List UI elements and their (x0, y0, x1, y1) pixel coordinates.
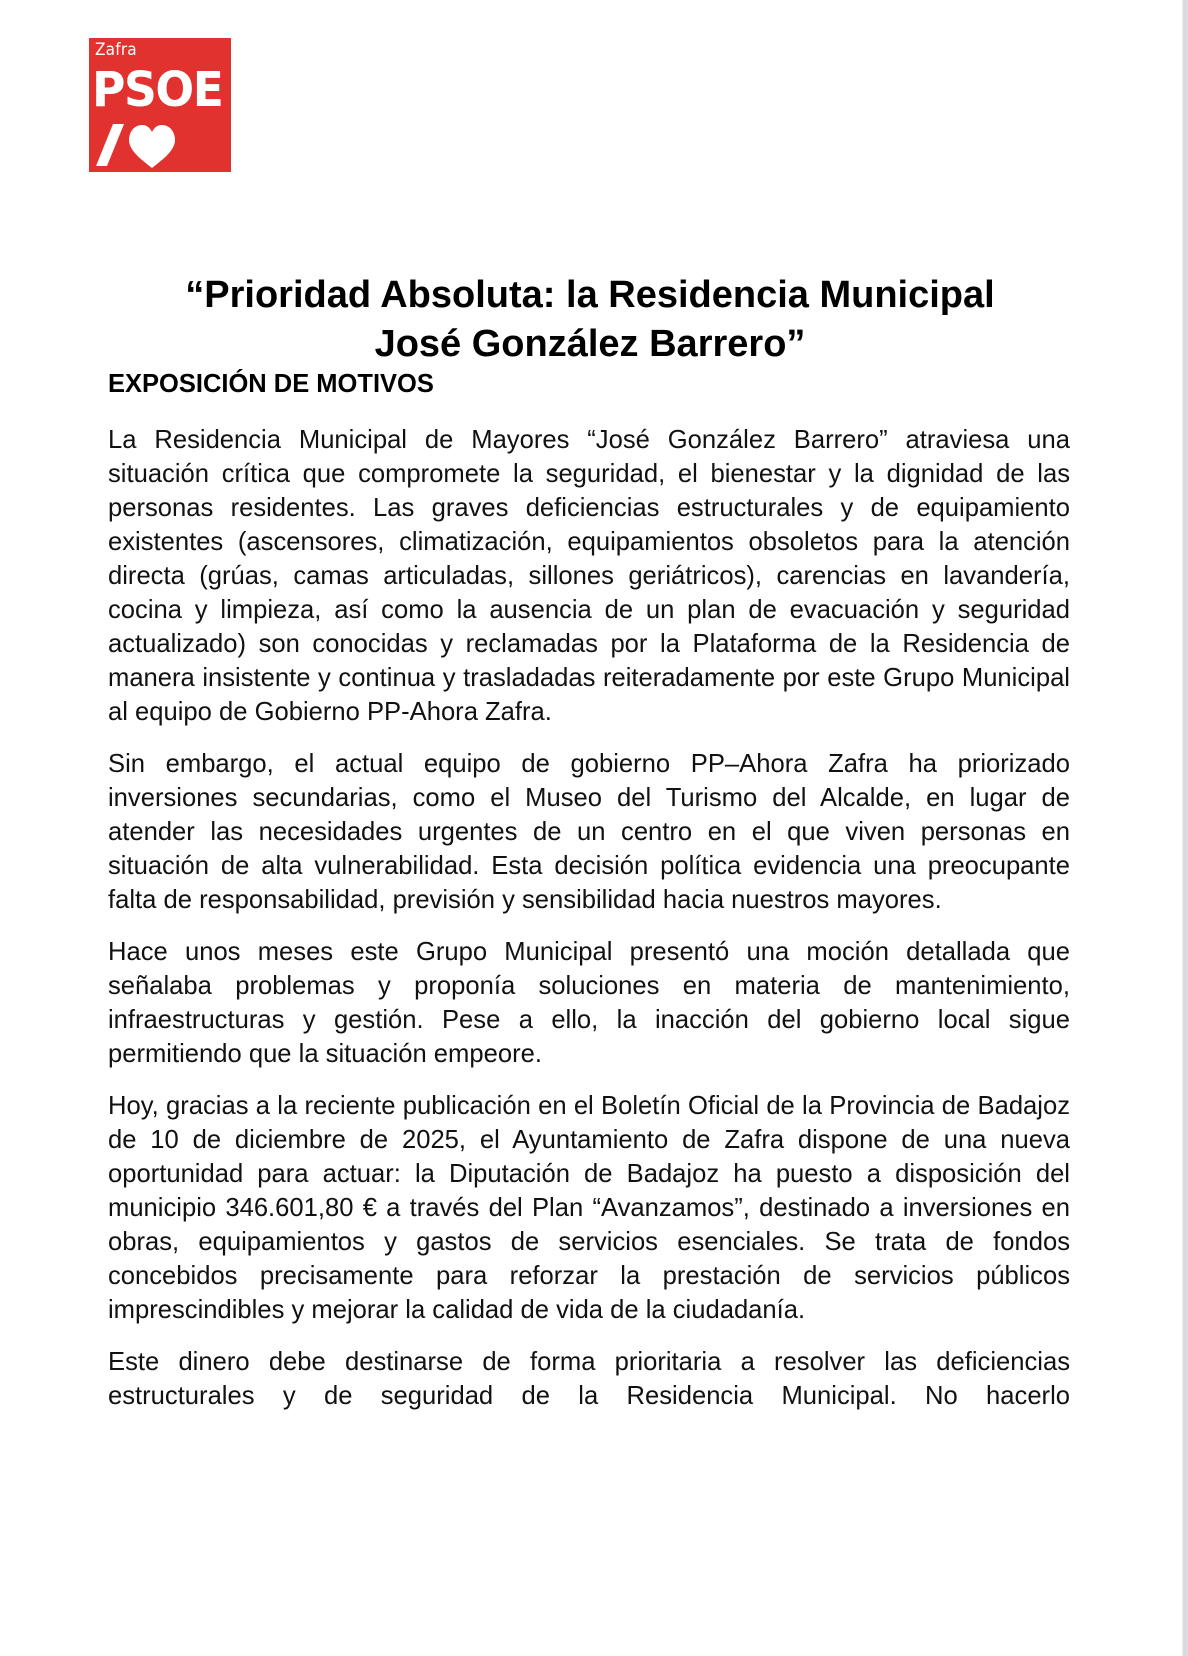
paragraph-2: Sin embargo, el actual equipo de gobierno PP–Ahora Zafra ha priorizado inversiones secundarias, como el Museo del Turismo del Alcalde, en lugar de atender las necesidades urgentes de un centro en el que viven personas en situación de alta vulnerabilidad. Esta decisión política evidencia una preocupante falta de responsabilidad, previsión y sensibilidad hacia nuestros mayores. (108, 750, 1070, 914)
page-edge-scroll-gutter (1182, 0, 1188, 1656)
logo-mark (95, 122, 185, 170)
psoe-zafra-logo (89, 38, 231, 172)
heart-icon (129, 125, 175, 168)
document-body (108, 423, 1070, 1431)
logo-party-text: PSOE (92, 62, 223, 118)
logo-city-text: Zafra (95, 40, 137, 60)
document-title (100, 271, 1080, 369)
paragraph-3: Hace unos meses este Grupo Municipal presentó una moción detallada que señalaba problemas y proponía soluciones en materia de mantenimiento, infraestructuras y gestión. Pese a ello, la inacción del gobierno local sigue permitiendo que la situación empeore. (108, 938, 1070, 1068)
paragraph-1: La Residencia Municipal de Mayores “José González Barrero” atraviesa una situación crítica que compromete la seguridad, el bienestar y la dignidad de las personas residentes. Las graves deficiencias estructurales y de equipamiento existentes (ascensores, climatización, equipamientos obsoletos para la atención directa (grúas, camas articuladas, sillones geriátricos), carencias en lavandería, cocina y limpieza, así como la ausencia de un plan de evacuación y seguridad actualizado) son conocidas y reclamadas por la Plataforma de la Residencia de manera insistente y continua y trasladadas reiteradamente por este Grupo Municipal al equipo de Gobierno PP-Ahora Zafra. (108, 426, 1070, 726)
section-heading: EXPOSICIÓN DE MOTIVOS (108, 370, 434, 398)
paragraph-5: Este dinero debe destinarse de forma prioritaria a resolver las deficiencias estructurales y de seguridad de la Residencia Municipal. No hacerlo (108, 1348, 1070, 1410)
slash-icon (96, 124, 124, 166)
document-title-line-2: José González Barrero” (374, 323, 806, 366)
document-title-line-1: “Prioridad Absoluta: la Residencia Municipal (185, 274, 995, 317)
paragraph-4: Hoy, gracias a la reciente publicación en el Boletín Oficial de la Provincia de Badajoz de 10 de diciembre de 2025, el Ayuntamiento de Zafra dispone de una nueva oportunidad para actuar: la Diputación de Badajoz ha puesto a disposición del municipio 346.601,80 € a través del Plan “Avanzamos”, destinado a inversiones en obras, equipamientos y gastos de servicios esenciales. Se trata de fondos concebidos precisamente para reforzar la prestación de servicios públicos imprescindibles y mejorar la calidad de vida de la ciudadanía. (108, 1092, 1070, 1324)
